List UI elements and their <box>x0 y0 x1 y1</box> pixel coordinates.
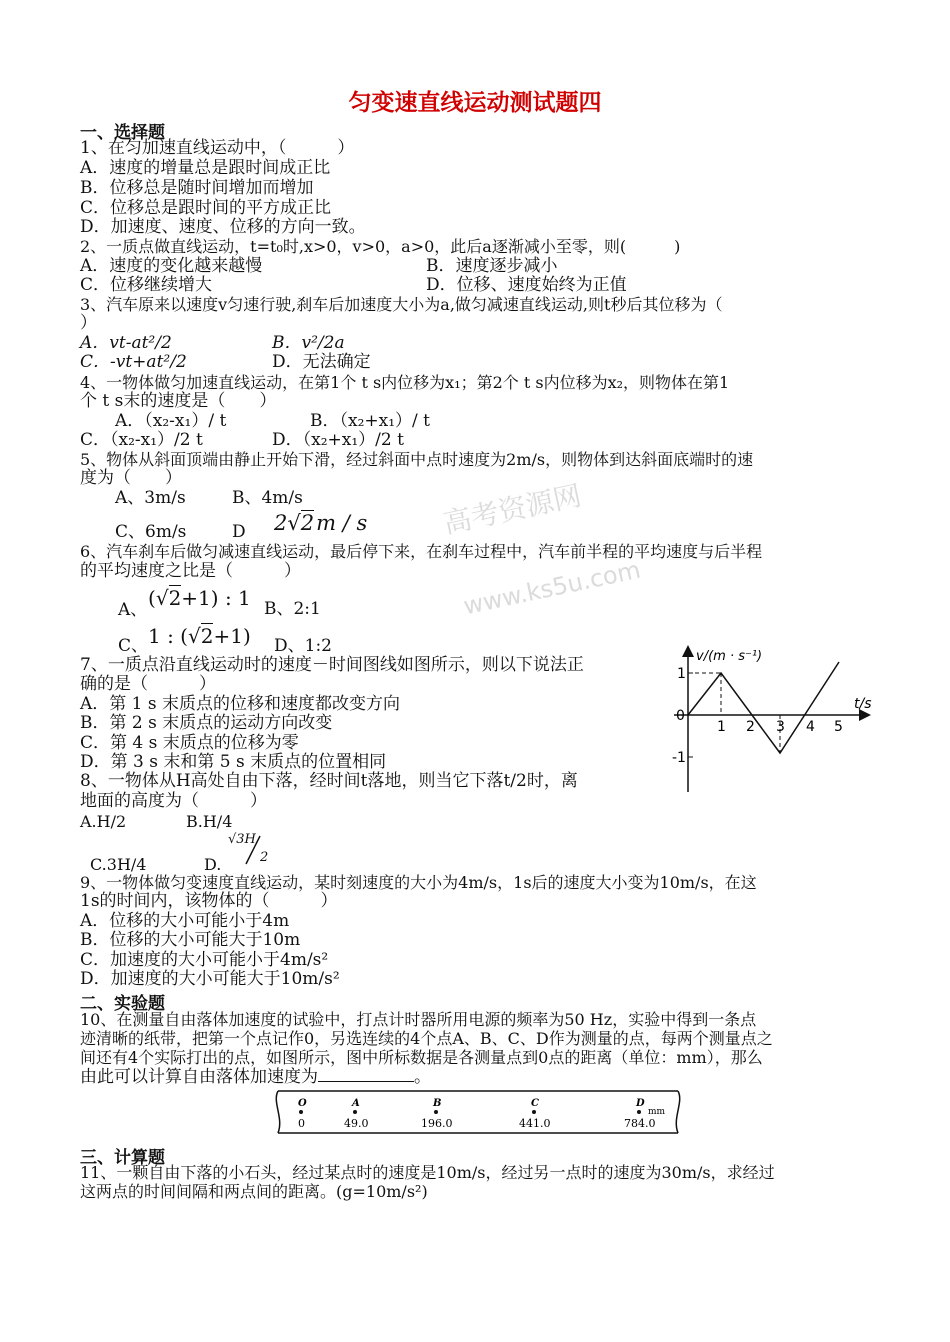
velocity-time-graph <box>668 640 878 800</box>
q5-option-c: C、6m/s <box>115 522 187 542</box>
q9-option-a: A．位移的大小可能小于4m <box>80 911 290 931</box>
q5-option-a: A、3m/s <box>115 488 186 508</box>
tape-label-o: O <box>298 1098 307 1109</box>
q2-option-d: D．位移、速度始终为正值 <box>426 275 627 295</box>
q6-stem-cont: 的平均速度之比是（ ） <box>80 561 301 581</box>
q5-d-coef: 2 <box>274 511 288 535</box>
q5-option-d-label: D <box>232 522 246 542</box>
q3-stem: 3、汽车原来以速度v匀速行驶,刹车后加速度大小为a,做匀减速直线运动,则t秒后其位移为（ <box>80 295 723 314</box>
q6-stem: 6、汽车刹车后做匀减速直线运动，最后停下来，在刹车过程中，汽车前半程的平均速度与后半程 <box>80 542 763 561</box>
x-tick-label-2: 2 <box>746 719 755 735</box>
q8-option-d-formula <box>228 832 276 868</box>
x-tick-label-3: 3 <box>776 719 785 735</box>
q5-stem: 5、物体从斜面顶端由静止开始下滑，经过斜面中点时速度为2m/s，则物体到达斜面底端时的速 <box>80 450 754 469</box>
q10-line4-end: 。 <box>414 1067 431 1087</box>
q6-option-b: B、2:1 <box>264 599 321 619</box>
q10-line4 <box>80 1067 431 1087</box>
sqrt-symbol: √ <box>155 586 169 610</box>
tape-dot-c <box>532 1110 536 1114</box>
q11-line1: 11、一颗自由下落的小石头，经过某点时的速度是10m/s，经过另一点时的速度为30m/s，求经过 <box>80 1163 775 1182</box>
q4-option-b: B．（x₂+x₁）/ t <box>310 411 431 431</box>
q9-option-d: D．加速度的大小可能大于10m/s² <box>80 969 340 989</box>
q6-c-open: 1 : ( <box>148 624 188 648</box>
q4-stem-cont: 个 t s末的速度是（ ） <box>80 391 277 411</box>
q4-option-a: A．（x₂-x₁）/ t <box>115 411 227 431</box>
q8-option-a: A.H/2 <box>80 812 127 831</box>
sqrt-symbol: √ <box>287 511 301 535</box>
sqrt-symbol: √ <box>187 624 201 648</box>
q7-stem-cont: 确的是（ ） <box>80 674 216 694</box>
watermark-text: 高考资源网 <box>440 478 585 541</box>
q7-option-a: A．第 1 s 末质点的位移和速度都改变方向 <box>80 694 401 714</box>
q5-option-b: B、4m/s <box>232 488 303 508</box>
q1-option-a: A．速度的增量总是跟时间成正比 <box>80 158 331 178</box>
tape-points <box>298 1098 666 1130</box>
q10-line2: 迹清晰的纸带，把第一个点记作0，另选连续的4个点A、B、C、D作为测量的点，每两个测量点之 <box>80 1029 773 1048</box>
q8-d-numerator: √3H <box>228 832 256 847</box>
q1-stem: 1、在匀加速直线运动中，（ ） <box>80 138 355 158</box>
q7-option-d: D．第 3 s 末和第 5 s 末质点的位置相同 <box>80 752 387 772</box>
q2-stem: 2、一质点做直线运动，t=t₀时,x>0，v>0，a>0，此后a逐渐减小至零，则( ) <box>80 237 681 256</box>
q6-a-radicand: 2 <box>168 586 182 610</box>
q10-line4-text: 由此可以计算自由落体加速度为 <box>80 1067 318 1087</box>
q5-d-radicand: 2 <box>300 511 315 535</box>
tape-dot-d <box>637 1110 641 1114</box>
q10-line1: 10、在测量自由落体加速度的试验中，打点计时器所用电源的频率为50 Hz，实验中得到一条点 <box>80 1010 757 1029</box>
q1-option-d: D．加速度、速度、位移的方向一致。 <box>80 217 366 237</box>
q11-line2: 这两点的时间间隔和两点间的距离。(g=10m/s²) <box>80 1182 428 1201</box>
tape-label-b: B <box>433 1098 442 1109</box>
y-tick-label-neg1: -1 <box>672 750 686 766</box>
q8-option-b: B.H/4 <box>186 812 233 831</box>
tape-label-a: A <box>352 1098 360 1109</box>
q3-option-a: A．vt-at²/2 <box>80 333 172 353</box>
q7-option-b: B．第 2 s 末质点的运动方向改变 <box>80 713 333 733</box>
q4-stem: 4、一物体做匀加速直线运动，在第1个 t s内位移为x₁；第2个 t s内位移为x₂，则物体在第1 <box>80 373 730 392</box>
tape-dot-o <box>299 1110 303 1114</box>
q6-option-c-formula <box>148 624 251 648</box>
tape-value-d: 784.0 <box>624 1117 656 1130</box>
q7-option-c: C．第 4 s 末质点的位移为零 <box>80 733 299 753</box>
q6-c-rest: +1) <box>213 624 251 648</box>
q3-option-d: D．无法确定 <box>272 352 371 372</box>
tape-label-d: D <box>636 1098 645 1109</box>
q6-option-c-label: C、 <box>118 636 149 656</box>
tape-value-a: 49.0 <box>344 1117 369 1130</box>
q8-stem: 8、一物体从H高处自由下落，经时间t落地，则当它下落t/2时，离 <box>80 771 578 791</box>
graph-xlabel: t/s <box>854 696 872 712</box>
q4-option-c: C．（x₂-x₁）/2 t <box>80 430 203 450</box>
q9-stem: 9、一物体做匀变速度直线运动，某时刻速度的大小为4m/s，1s后的速度大小变为10m/s，在这 <box>80 873 757 892</box>
q5-option-d-formula <box>274 511 367 535</box>
q9-option-c: C．加速度的大小可能小于4m/s² <box>80 950 329 970</box>
paper-tape-diagram <box>274 1088 684 1136</box>
q2-option-a: A．速度的变化越来越慢 <box>80 256 263 276</box>
q3-option-c: C．-vt+at²/2 <box>80 352 187 372</box>
q6-option-a-formula <box>148 586 251 610</box>
q8-option-d-label: D. <box>204 855 222 874</box>
q6-option-d: D、1:2 <box>274 636 332 656</box>
watermark-url: www.ks5u.com <box>461 555 644 621</box>
q8-option-c: C.3H/4 <box>90 855 147 874</box>
tape-left-tear <box>276 1091 279 1133</box>
q8-stem-cont: 地面的高度为（ ） <box>80 791 267 811</box>
q1-option-c: C．位移总是跟时间的平方成正比 <box>80 198 332 218</box>
q6-c-radicand: 2 <box>200 624 214 648</box>
tape-unit: mm <box>648 1107 666 1117</box>
q4-option-d: D．（x₂+x₁）/2 t <box>272 430 404 450</box>
tape-value-b: 196.0 <box>421 1117 453 1130</box>
section-heading-calculation: 三、计算题 <box>80 1148 165 1168</box>
x-tick-label-4: 4 <box>806 719 815 735</box>
section-heading-choice: 一、选择题 <box>80 123 165 143</box>
tape-label-c: C <box>531 1098 539 1109</box>
q3-option-b: B．v²/2a <box>272 333 345 353</box>
q9-stem-cont: 1s的时间内，该物体的（ ） <box>80 891 338 911</box>
q9-option-b: B．位移的大小可能大于10m <box>80 930 301 950</box>
x-tick-label-1: 1 <box>717 719 726 735</box>
tape-value-c: 441.0 <box>519 1117 551 1130</box>
q5-stem-cont: 度为（ ） <box>80 468 182 488</box>
q6-a-open: ( <box>148 586 156 610</box>
y-tick-label-1: 1 <box>677 666 686 682</box>
page-title: 匀变速直线运动测试题四 <box>348 90 602 116</box>
q6-a-rest: +1) : 1 <box>181 586 251 610</box>
graph-ylabel: v/(m · s⁻¹) <box>696 649 763 664</box>
tape-right-tear <box>676 1091 679 1133</box>
y-tick-label-0: 0 <box>676 708 685 724</box>
section-heading-experiment: 二、实验题 <box>80 994 165 1014</box>
v-t-line <box>688 662 839 753</box>
q2-option-c: C．位移继续增大 <box>80 275 213 295</box>
tape-dot-a <box>353 1110 357 1114</box>
q10-line3: 间还有4个实际打出的点，如图所示，图中所标数据是各测量点到0点的距离（单位：mm），那么 <box>80 1048 763 1067</box>
tape-value-o: 0 <box>298 1117 305 1130</box>
tape-dot-b <box>434 1110 438 1114</box>
q6-option-a-label: A、 <box>118 600 148 620</box>
q7-stem: 7、一质点沿直线运动时的速度－时间图线如图所示，则以下说法正 <box>80 655 584 675</box>
q1-option-b: B．位移总是随时间增加而增加 <box>80 178 314 198</box>
q3-stem-cont: ） <box>80 313 97 333</box>
q5-d-unit: m / s <box>316 511 368 535</box>
x-tick-label-5: 5 <box>834 719 843 735</box>
q8-d-denominator: 2 <box>260 850 269 865</box>
q2-option-b: B．速度逐步减小 <box>426 256 558 276</box>
answer-blank[interactable] <box>318 1067 414 1082</box>
